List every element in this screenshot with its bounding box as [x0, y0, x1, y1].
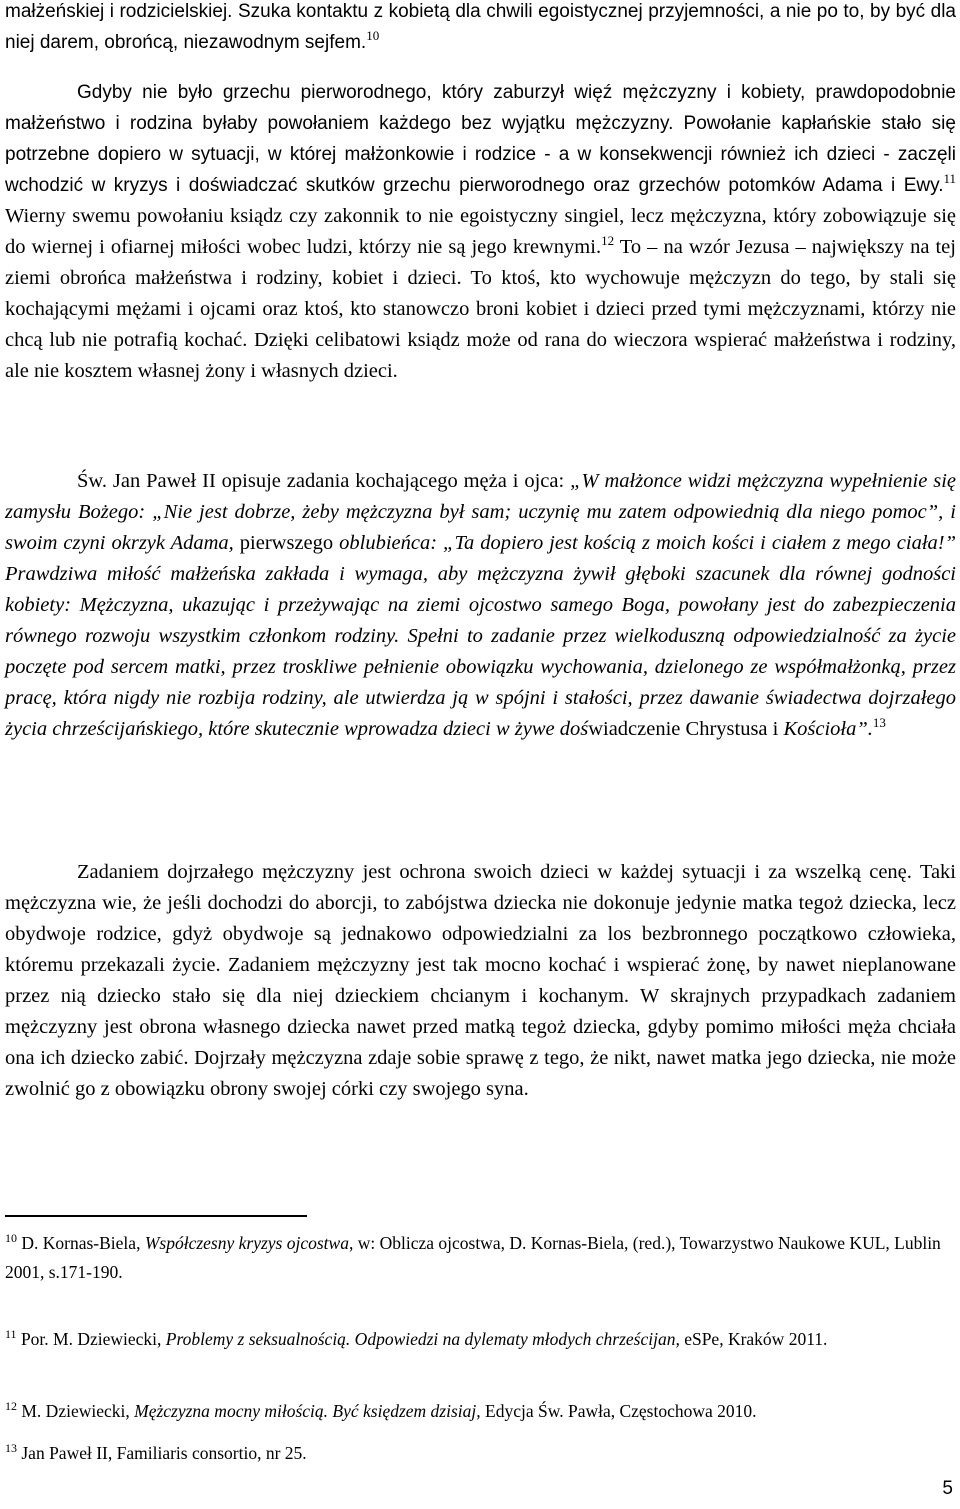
footnote-separator: [5, 1215, 307, 1217]
footnote-ref-13[interactable]: 13: [872, 715, 886, 730]
paragraph-4-text: Zadaniem dojrzałego mężczyzny jest ochrona swoich dzieci w każdej sytuacji i za wszelką cenę. Taki mężczyzna wie, że jeśli dochodzi do aborcji, to zabójstwa dziecka nie dokonuje jedynie matka tegoż dziecka, lecz obydwoje rodzice, gdyż obydwoje są jednakowo odpowiedzialni za los bezbronnego początkowo człowieka, któremu przekazali życie. Zadaniem mężczyzny jest tak mocno kochać i wspierać żonę, by nawet nieplanowane przez nią dziecko stało się dla niej dzieckiem chcianym i kochanym. W skrajnych przypadkach zadaniem mężczyzny jest obrona własnego dziecka nawet przed matką tegoż dziecka, gdyby pomimo miłości męża chciała ona ich dziecko zabić. Dojrzały mężczyzna zdaje sobie sprawę z tego, że nikt, nawet matka jego dziecka, nie może zwolnić go z obowiązku obrony swojej córki czy swojego syna.: [5, 861, 956, 1100]
footnote-ref-12[interactable]: 12: [601, 233, 615, 248]
footnote-10: [5, 1229, 956, 1287]
paragraph-2-mid: Wierny swemu powołaniu ksiądz czy zakonnik to nie egoistyczny singiel, lecz mężczyzna, który zobowiązuje się do wiernej i ofiarnej miłości wobec ludzi, którzy nie są jego krewnymi.: [5, 205, 956, 258]
footnote-10-number: 10: [5, 1231, 17, 1245]
paragraph-1-text: małżeńskiej i rodzicielskiej. Szuka kontaktu z kobietą dla chwili egoistycznej przyjemności, a nie po to, by być dla niej darem, obrońcą, niezawodnym sejfem.: [5, 1, 956, 53]
footnote-12: [5, 1397, 956, 1426]
footnote-ref-10[interactable]: 10: [366, 28, 380, 43]
paragraph-2-tail: To – na wzór Jezusa – największy na tej ziemi obrońca małżeństwa i rodziny, kobiet i dzieci. To ktoś, kto wychowuje mężczyzn do tego, by stali się kochającymi mężami i ojcami oraz ktoś, kto stanowczo broni kobiet i dzieci przed tymi mężczyznami, którzy nie chcą lub nie potrafią kochać. Dzięki celibatowi ksiądz może od rana do wieczora wspierać małżeństwa i rodziny, ale nie kosztem własnej żony i własnych dzieci.: [5, 236, 956, 382]
paragraph-2-sans: Powołanie kapłańskie stało się potrzebne dopiero w sytuacji, w której małżonkowie i rodzice - a w konsekwencji również ich dzieci - zaczęli wchodzić w kryzys i doświadczać skutków grzechu pierworodnego oraz grzechów potomków Adama i Ewy.: [5, 113, 956, 196]
paragraph-3: [5, 466, 956, 745]
quote-part-2: oblubieńca: „Ta dopiero jest kością z moich kości i ciałem z mego ciała!” Prawdziwa miłość małżeńska zakłada i wymaga, aby mężczyzna żywił głęboki szacunek dla równej godności kobiety: Mężczyzna, ukazując i przeżywając na ziemi ojcostwo samego Boga, powołany jest do zabezpieczenia równego rozwoju wszystkim członkom rodziny. Spełni to zadanie przez wielkoduszną odpowiedzialność za życie poczęte pod sercem matki, przez troskliwe pełnienie obowiązku wychowania, dzielonego ze współmałżonką, przez pracę, która nigdy nie rozbija rodziny, ale utwierdza ją w spójni i stałości, przez dawanie świadectwa dojrzałego życia chrześcijańskiego, które skutecznie wprowadza dzieci w żywe doś: [5, 532, 957, 740]
footnote-13-a: Jan Paweł II, Familiaris consortio, nr 25.: [17, 1443, 307, 1463]
paragraph-2-lead: Gdyby nie było grzechu pierworodnego, który zaburzył więź mężczyzny i kobiety, prawdopodobnie małżeństwo i rodzina byłaby powołaniem każdego bez wyjątku mężczyzny.: [5, 82, 956, 134]
footnote-12-a: M. Dziewiecki,: [17, 1401, 135, 1421]
quote-part-3: Kościoła”.: [783, 718, 873, 740]
footnote-11-c: eSPe, Kraków 2011.: [679, 1329, 828, 1349]
page-number: 5: [942, 1478, 953, 1499]
footnote-13: [5, 1439, 956, 1468]
footnote-12-title: Mężczyzna mocny miłością. Być księdzem dzisiaj,: [134, 1401, 481, 1421]
quote-part-1: „W małżonce widzi mężczyzna wypełnienie się zamysłu Bożego: „Nie jest dobrze, żeby mężczyzna był sam; uczynię mu zatem odpowiednią dla niego pomoc”, i swoim czyni okrzyk Adama,: [5, 470, 956, 554]
paragraph-4: [5, 857, 956, 1105]
paragraph-1: [5, 0, 956, 58]
footnote-11-number: 11: [5, 1327, 17, 1341]
footnote-11-a: Por. M. Dziewiecki,: [16, 1329, 166, 1349]
footnote-10-a: D. Kornas-Biela,: [17, 1233, 145, 1253]
paragraph-3-lead: Św. Jan Paweł II opisuje zadania kochającego męża i ojca:: [77, 470, 571, 492]
footnote-ref-11[interactable]: 11: [943, 171, 956, 186]
paragraph-2: [5, 77, 956, 387]
footnote-12-number: 12: [5, 1399, 17, 1413]
footnote-13-number: 13: [5, 1441, 17, 1455]
footnote-10-c: , w: Oblicza ojcostwa, D. Kornas-Biela, (red.), Towarzystwo Naukowe KUL, Lublin 2001, s.171-190.: [5, 1233, 941, 1282]
footnote-11-title: Problemy z seksualnością. Odpowiedzi na dylematy młodych chrześcijan,: [165, 1329, 680, 1349]
footnote-12-c: Edycja Św. Pawła, Częstochowa 2010.: [480, 1401, 757, 1421]
footnote-10-title: Współczesny kryzys ojcostwa: [144, 1233, 349, 1253]
footnote-11: [5, 1325, 956, 1354]
paragraph-3-mid: pierwszego: [233, 532, 340, 554]
paragraph-3-plain: wiadczenie Chrystusa i: [588, 718, 784, 740]
